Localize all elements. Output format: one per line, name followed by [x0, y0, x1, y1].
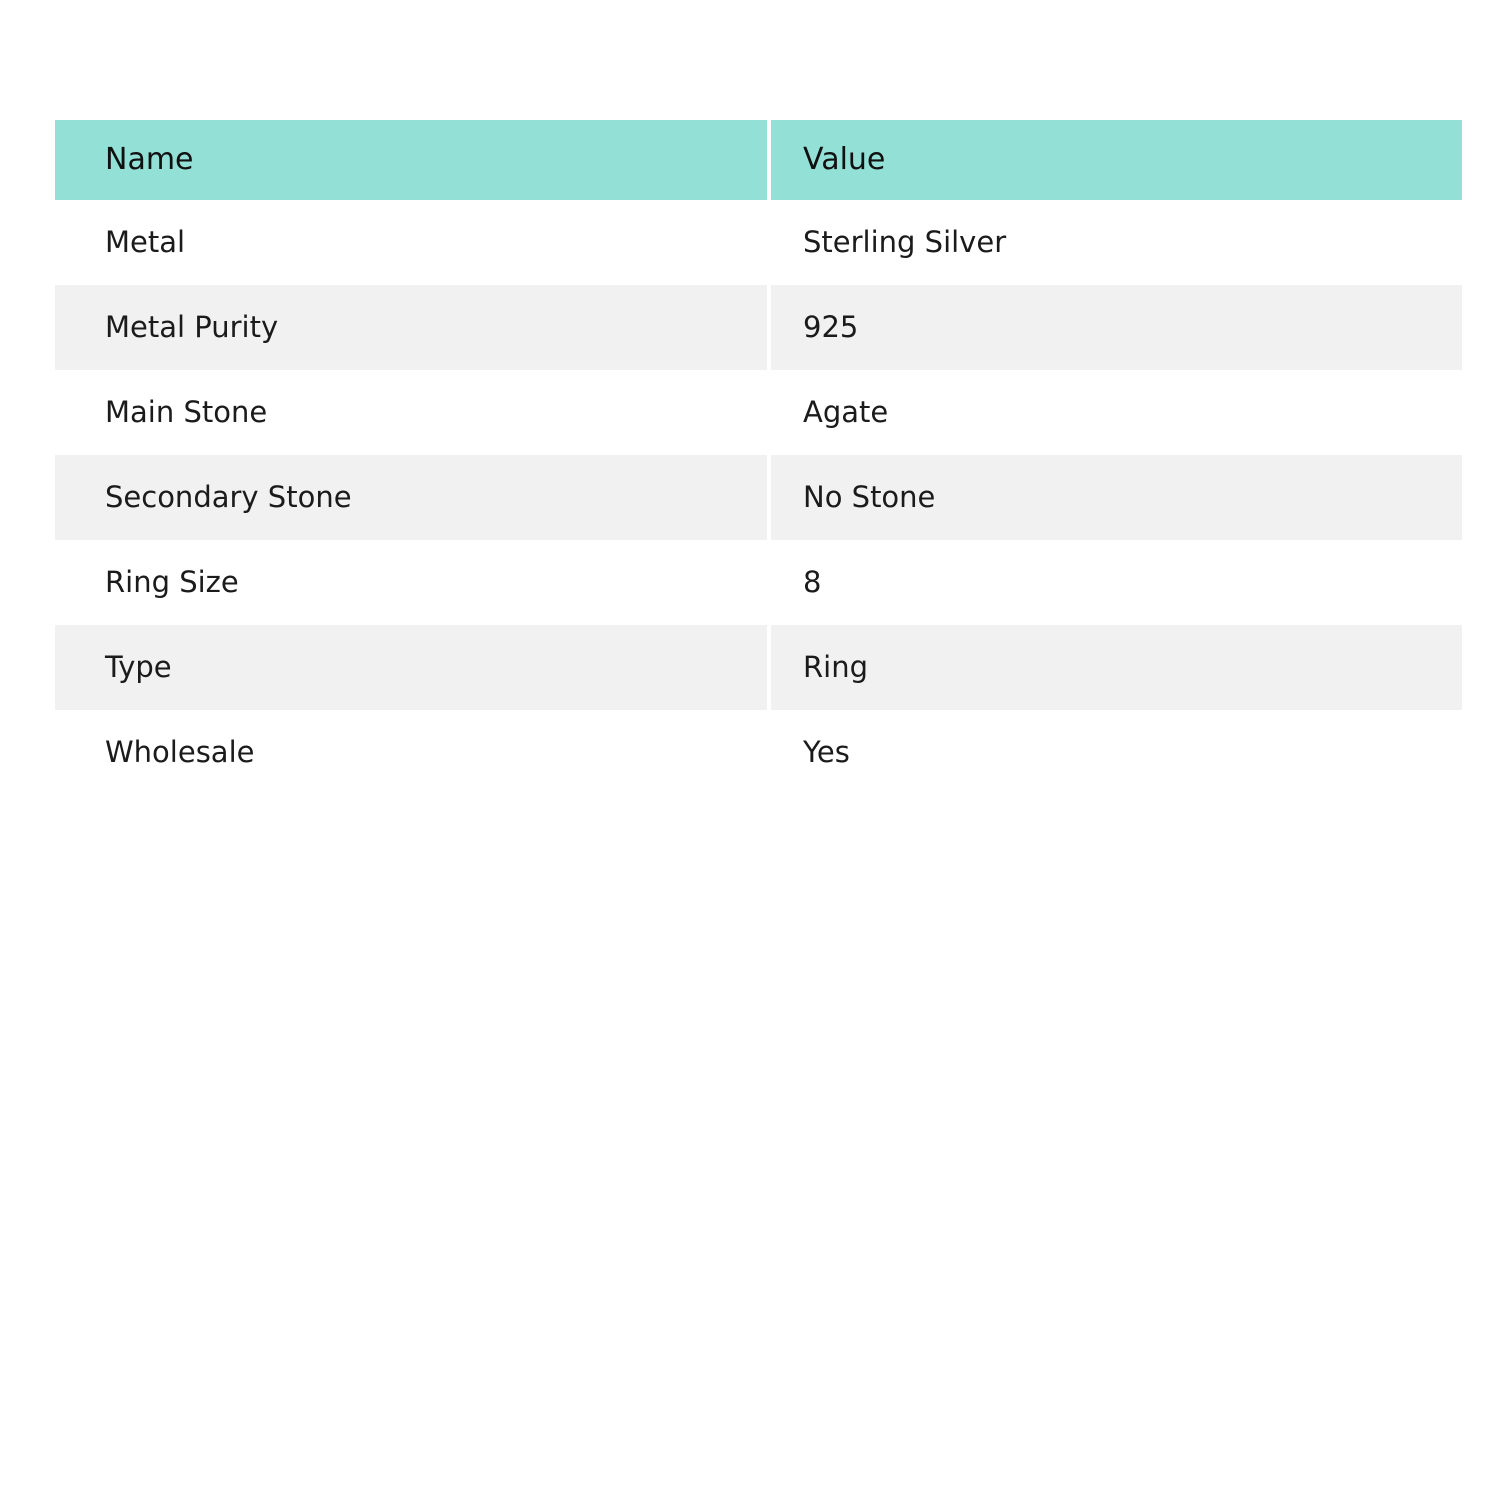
header-cell-value: Value [771, 120, 1462, 200]
table-row [55, 540, 1462, 625]
table-row [55, 370, 1462, 455]
table-row [55, 625, 1462, 710]
header-cell-name: Name [55, 120, 767, 200]
row-name-cell: Wholesale [55, 710, 767, 795]
row-value-cell: 8 [771, 540, 1462, 625]
row-name-cell: Ring Size [55, 540, 767, 625]
row-value-cell: 925 [771, 285, 1462, 370]
row-name-cell: Metal [55, 200, 767, 285]
row-name-cell: Secondary Stone [55, 455, 767, 540]
row-name-cell: Main Stone [55, 370, 767, 455]
row-name-cell: Metal Purity [55, 285, 767, 370]
product-attributes-table [55, 120, 1462, 795]
table-row [55, 710, 1462, 795]
table-row [55, 200, 1462, 285]
row-value-cell: Agate [771, 370, 1462, 455]
table-row [55, 285, 1462, 370]
row-name-cell: Type [55, 625, 767, 710]
row-value-cell: Yes [771, 710, 1462, 795]
row-value-cell: Sterling Silver [771, 200, 1462, 285]
table-header-row [55, 120, 1462, 200]
table-body [55, 200, 1462, 795]
row-value-cell: No Stone [771, 455, 1462, 540]
table-row [55, 455, 1462, 540]
row-value-cell: Ring [771, 625, 1462, 710]
